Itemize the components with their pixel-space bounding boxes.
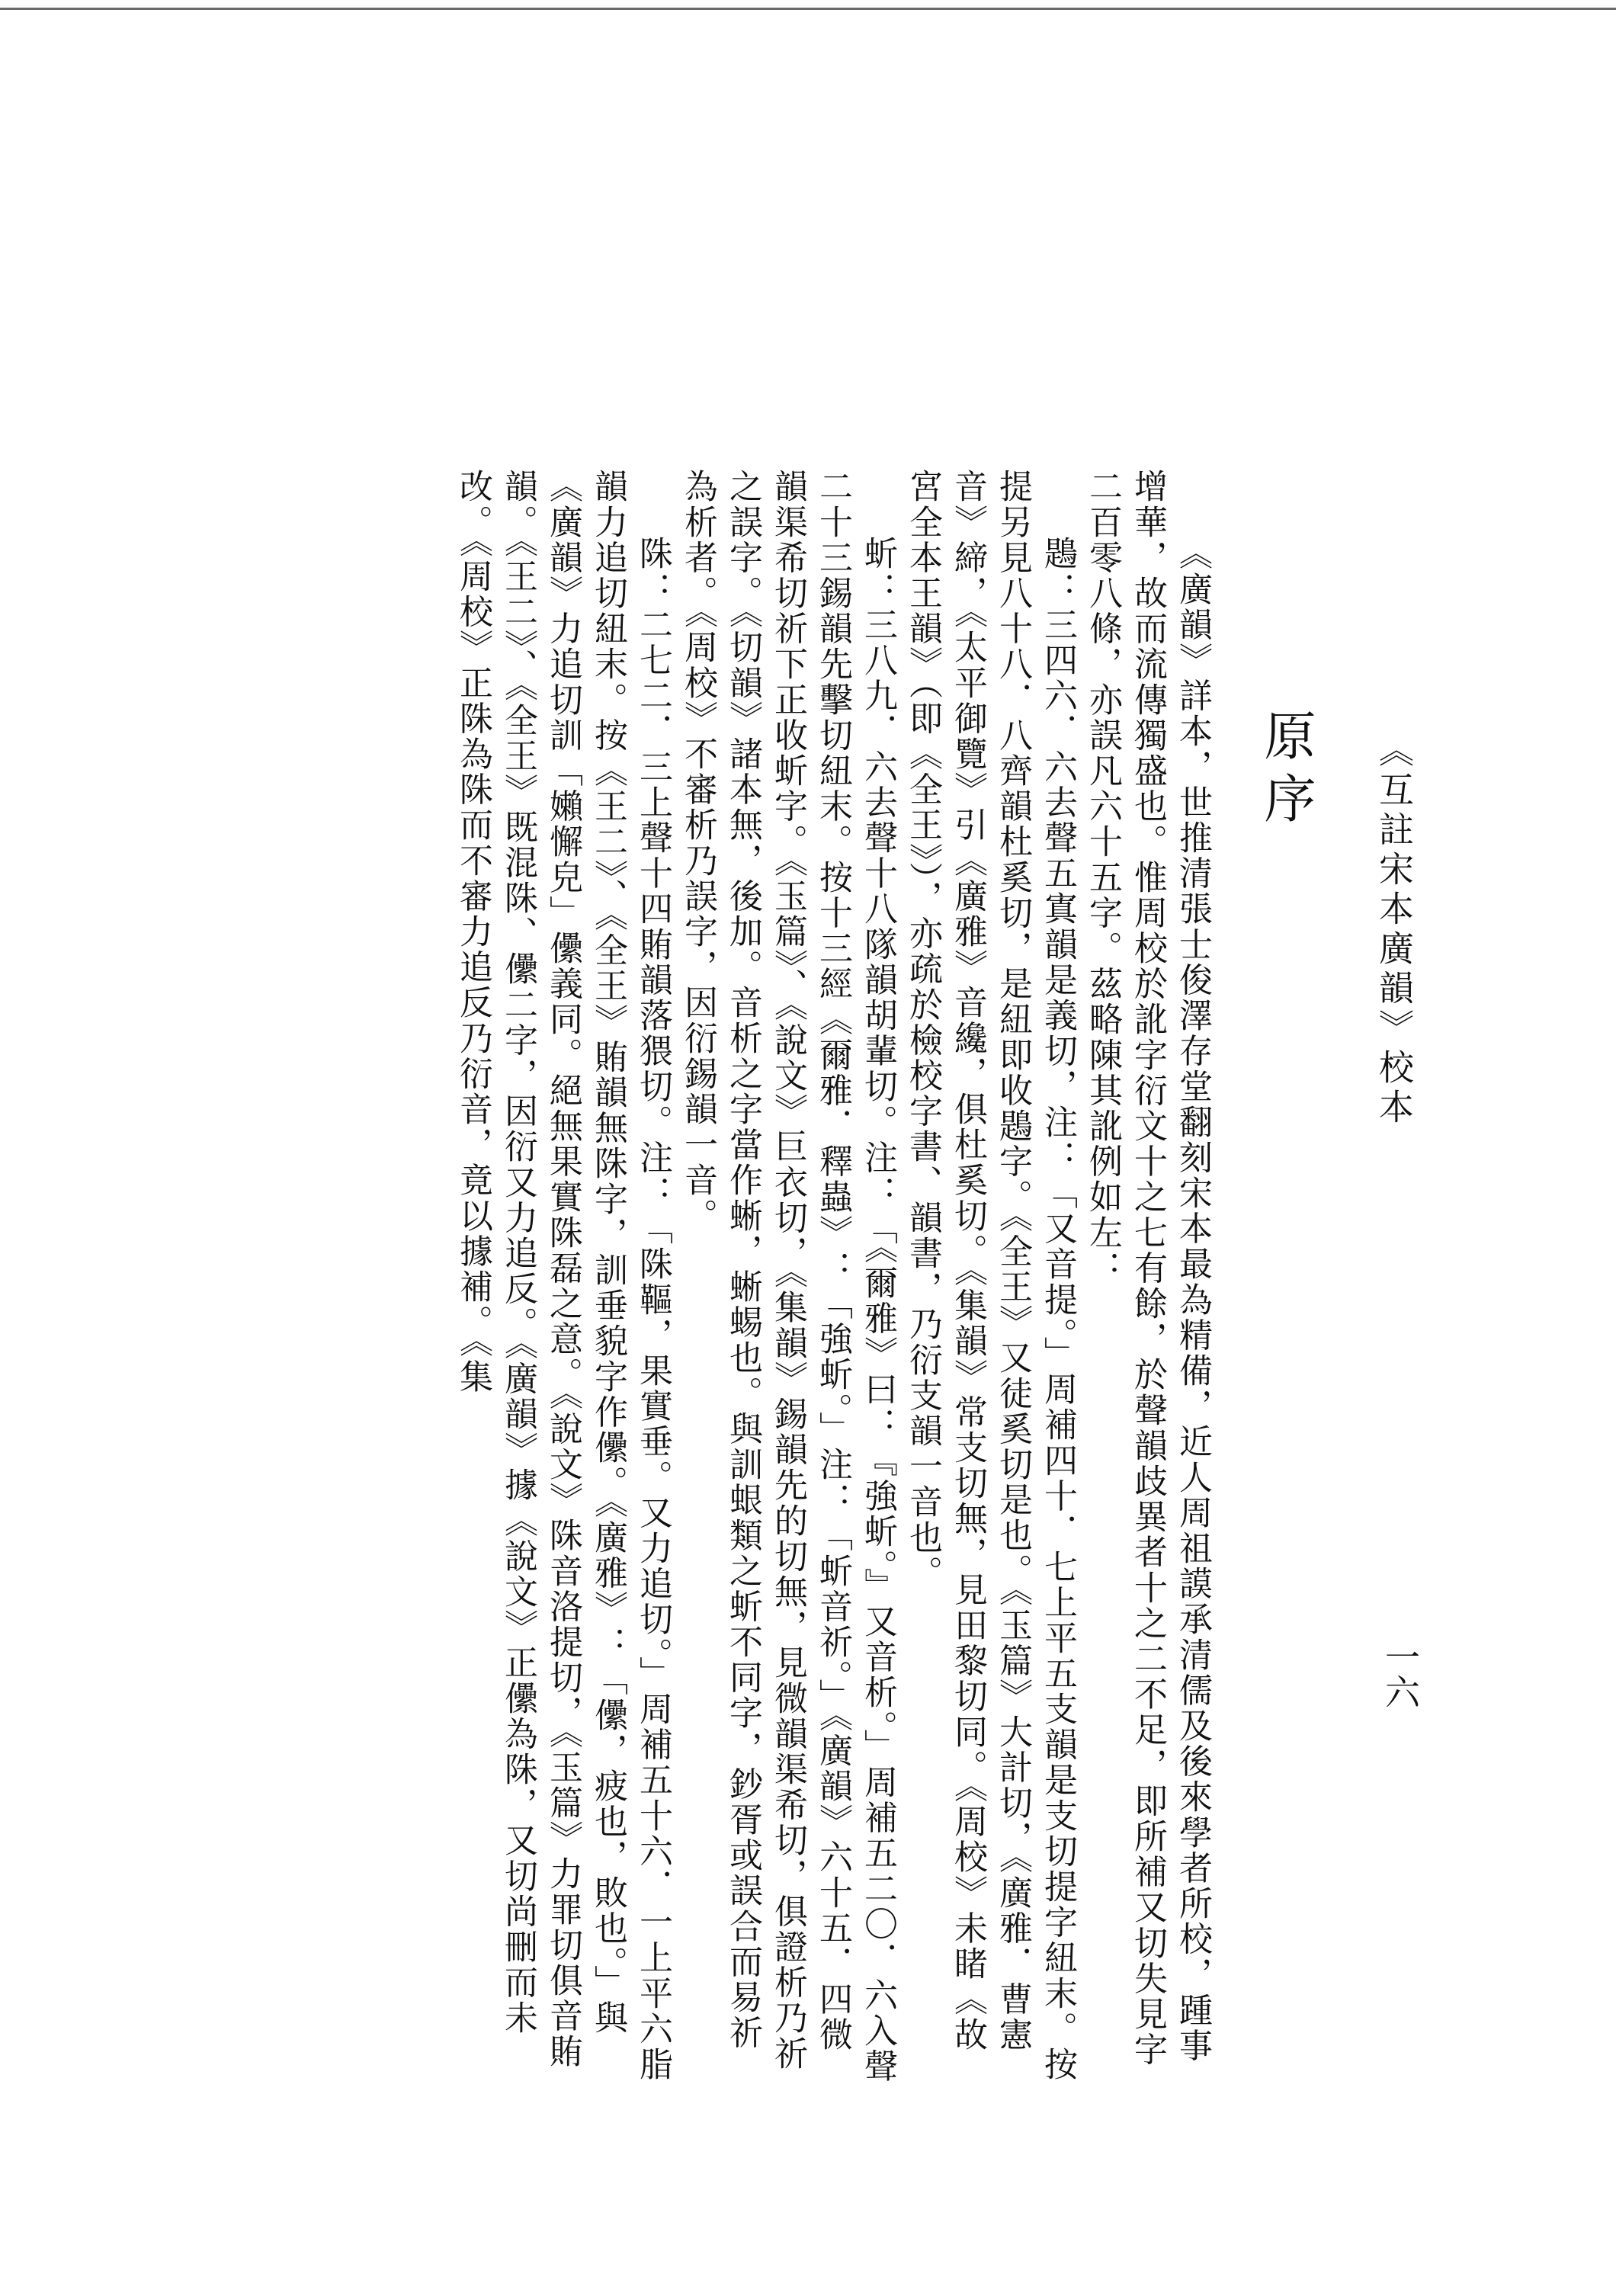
section-title: 原序 [1255,709,1316,834]
body-text [377,469,1215,2085]
running-head: 《互註宋本廣韻》校本 [1374,732,1415,1128]
top-border-rule [0,8,1616,10]
paragraph-intro: 《廣韻》詳本，世推清張士俊澤存堂翻刻宋本最為精備，近人周祖謨承清儒及後來學者所校，踵事增華，故而流傳獨盛也。惟周校於訛字衍文十之七有餘，於聲韻歧異者十之二不足，即所補又切失見字二百零八條，亦誤凡六十五字。茲略陳其訛例如左： [1083,469,1212,2067]
paragraph-entry-2: 蚚：三八九．六去聲十八隊韻胡輩切。注：「《爾雅》曰：『強蚚。』又音析。」周補五二〇．六入聲二十三錫韻先擊切紐末。按十三經《爾雅．釋蟲》：「強蚚。」注：「蚚音祈。」《廣韻》六十五．四微韻渠希切祈下正收蚚字。《玉篇》、《說文》巨衣切，《集韻》錫韻先的切無，見微韻渠希切，俱證析乃祈之誤字。《切韻》諸本無，後加。音析之字當作蜥，蜥蜴也。與訓蛝類之蚚不同字，鈔胥或誤合而易祈為析者。《周校》不審析乃誤字，因衍錫韻一音。 [678,469,897,2084]
page-number: 一六 [1380,1639,1421,1709]
paragraph-entry-1: 鶗：三四六．六去聲五寘韻是義切，注：「又音提。」周補四十．七上平五支韻是支切提字紐末。按提另見八十八．八齊韻杜奚切，是紐即收鶗字。《全王》又徒奚切是也。《玉篇》大計切，《廣雅．曹憲音》締，《太平御覽》引《廣雅》音纔，俱杜奚切。《集韻》常支切無，見田黎切同。《周校》未睹《故宮全本王韻》（即《全王》），亦疏於檢校字書、韻書，乃衍支韻一音也。 [903,469,1077,2083]
paragraph-entry-3: 陎：二七二．三上聲十四賄韻落猥切。注：「陎䩽，果實垂。又力追切。」周補五十六．一上平六脂韻力追切紐末。按《王二》、《全王》賄韻無陎字，訓垂貌字作儽。《廣雅》：「儽，疲也，敗也。」與《廣韻》力追切訓「嬾懈皃」儽義同。絕無果實陎磊之意。《說文》陎音洛提切，《玉篇》力罪切俱音賄韻。《王二》、《全王》既混陎、儽二字，因衍又力追反。《廣韻》據《說文》正儽為陎，又切尚刪而未改。《周校》正陎為陎而不審力追反乃衍音，竟以據補。《集 [454,469,672,2083]
